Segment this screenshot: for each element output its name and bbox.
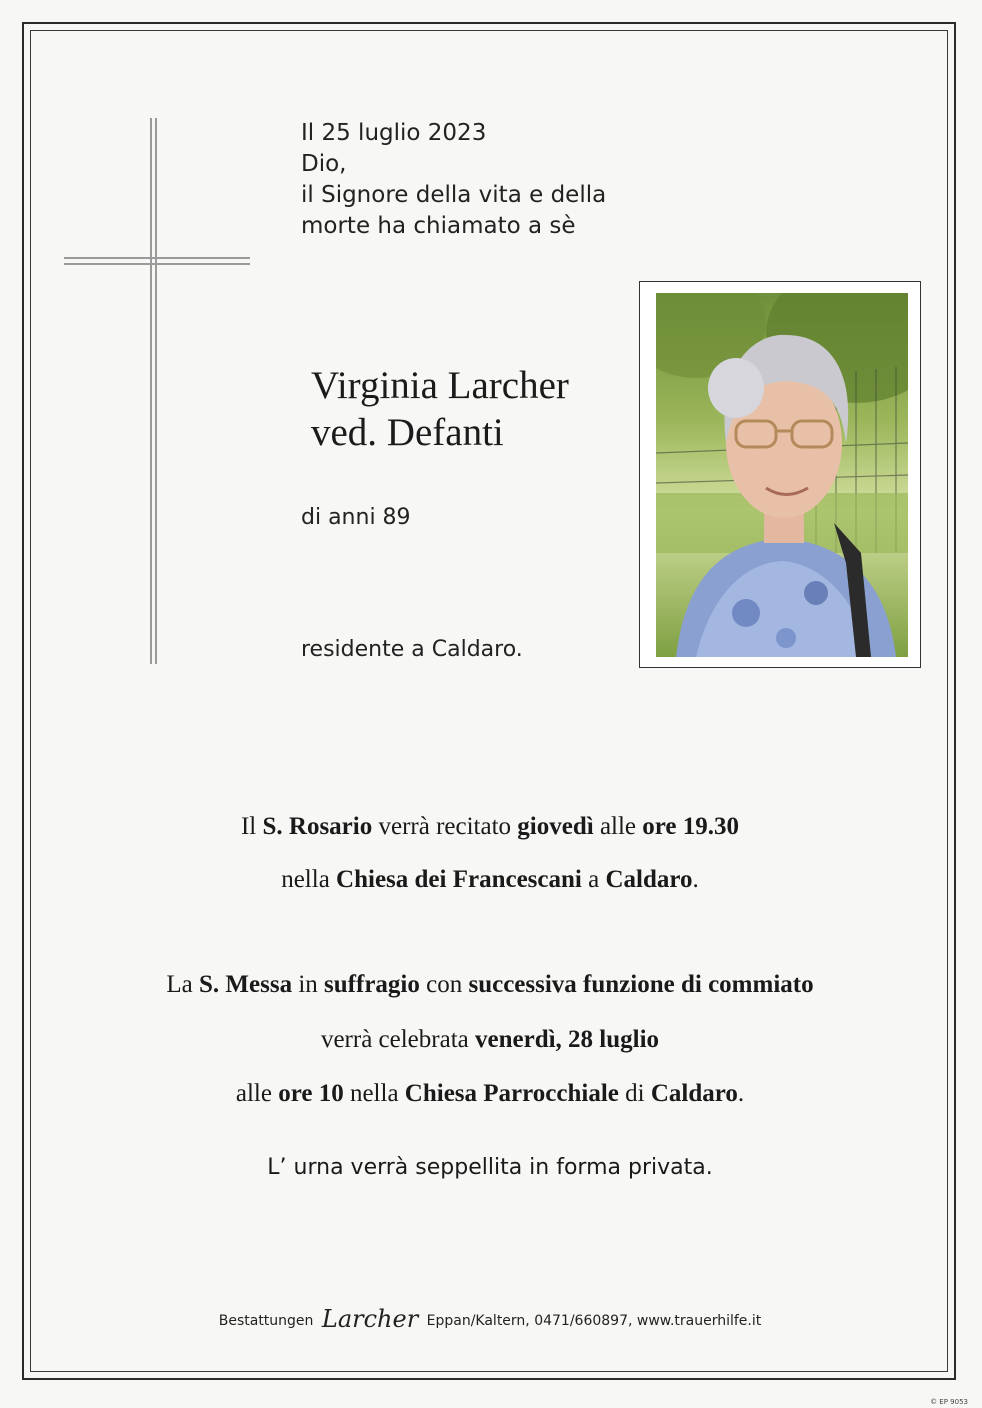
rosary-line-2: [40, 866, 940, 894]
body-text: verrà celebrata: [320, 1026, 475, 1053]
body-text: alle: [593, 813, 643, 840]
deceased-married-name: ved. Defanti: [311, 411, 504, 454]
emphasis-text: S. Messa: [199, 971, 293, 998]
emphasis-text: Caldaro: [650, 1080, 738, 1107]
emphasis-text: ore 19.30: [642, 813, 740, 840]
mass-line-3: [40, 1080, 940, 1108]
footer-contact: Eppan/Kaltern, 0471/660897, www.trauerhilfe.it: [426, 1313, 762, 1329]
intro-line: Dio,: [301, 151, 347, 177]
emphasis-text: Chiesa Parrocchiale: [404, 1080, 619, 1107]
emphasis-text: suffragio: [324, 971, 420, 998]
body-text: a: [581, 866, 606, 893]
rosary-line-1: [40, 813, 940, 841]
urn-note: L’ urna verrà seppellita in forma privata.: [267, 1155, 713, 1180]
body-text: .: [737, 1080, 745, 1107]
emphasis-text: giovedì: [517, 813, 594, 840]
body-text: nella: [343, 1080, 405, 1107]
footer: [40, 1305, 940, 1333]
deceased-age: di anni 89: [301, 505, 411, 530]
body-text: La: [166, 971, 200, 998]
intro-line: il Signore della vita e della: [301, 182, 607, 208]
portrait-illustration: [656, 293, 908, 657]
intro-date: Il 25 luglio 2023: [301, 120, 487, 146]
document-code: © EP 9053: [930, 1398, 968, 1406]
portrait-frame: [639, 281, 921, 668]
body-text: Il: [240, 813, 263, 840]
deceased-name: Virginia Larcher: [311, 364, 569, 407]
body-text: nella: [281, 866, 337, 893]
emphasis-text: Caldaro: [605, 866, 693, 893]
funeral-home-logo: Larcher: [321, 1305, 419, 1333]
body-text: .: [692, 866, 699, 893]
body-text: verrà recitato: [372, 813, 518, 840]
body-text: di: [618, 1080, 651, 1107]
intro-text: [301, 118, 681, 242]
footer-prefix: Bestattungen: [218, 1313, 314, 1329]
deceased-name-block: [311, 362, 569, 456]
emphasis-text: S. Rosario: [262, 813, 373, 840]
deceased-residence: residente a Caldaro.: [301, 637, 523, 662]
emphasis-text: venerdì, 28 luglio: [475, 1026, 660, 1053]
mass-line-1: [40, 971, 940, 999]
body-text: con: [419, 971, 469, 998]
mass-line-2: [40, 1026, 940, 1054]
portrait-photo: [656, 293, 908, 657]
emphasis-text: successiva funzione di commiato: [468, 971, 814, 998]
body-text: in: [292, 971, 325, 998]
cross-icon: [64, 118, 250, 664]
body-text: alle: [235, 1080, 279, 1107]
intro-line: morte ha chiamato a sè: [301, 213, 576, 239]
emphasis-text: Chiesa dei Francescani: [336, 866, 582, 893]
emphasis-text: ore 10: [278, 1080, 344, 1107]
